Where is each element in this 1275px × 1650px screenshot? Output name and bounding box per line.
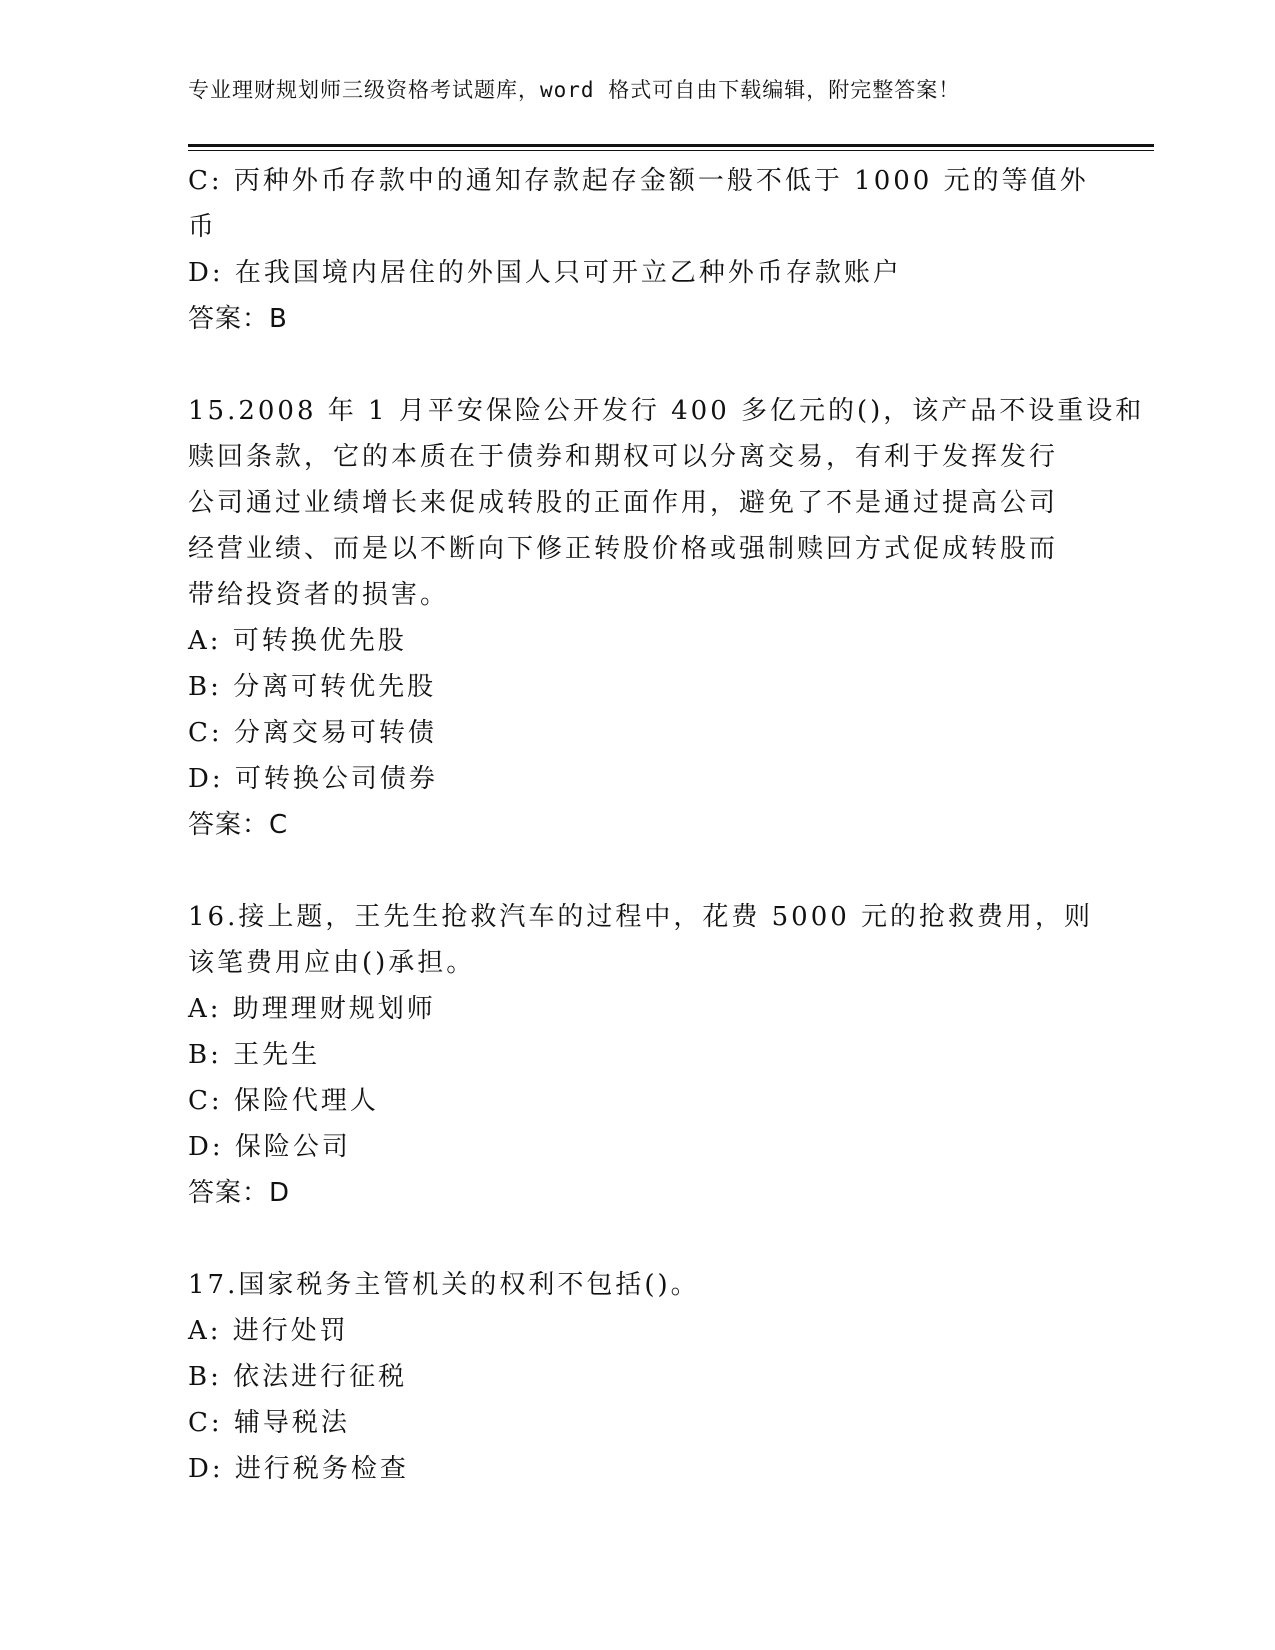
option-d: D: 保险公司 (188, 1132, 351, 1162)
page-header: 专业理财规划师三级资格考试题库，word 格式可自由下载编辑，附完整答案！ (188, 78, 961, 102)
option-c-line-1: C: 丙种外币存款中的通知存款起存金额一般不低于 1000 元的等值外 (188, 166, 1089, 196)
spacer (188, 848, 1088, 894)
question-stem-line: 15.2008 年 1 月平安保险公开发行 400 多亿元的()，该产品不设重设和 (188, 396, 1145, 426)
option-a: A: 进行处罚 (188, 1316, 349, 1346)
option-b: B: 分离可转优先股 (188, 672, 437, 702)
option-c: C: 保险代理人 (188, 1086, 379, 1116)
answer: 答案：B (188, 304, 288, 334)
question-stem-line: 该笔费用应由()承担。 (188, 948, 476, 978)
option-d: D: 可转换公司债券 (188, 764, 438, 794)
option-a: A: 可转换优先股 (188, 626, 407, 656)
question-content (188, 158, 1145, 1492)
header-rule-thick (188, 144, 1154, 147)
spacer (188, 1216, 1088, 1262)
option-c-line-2: 币 (188, 212, 218, 242)
spacer (188, 342, 1088, 388)
question-stem-line: 16.接上题，王先生抢救汽车的过程中，花费 5000 元的抢救费用，则 (188, 902, 1094, 932)
question-stem-line: 带给投资者的损害。 (188, 580, 450, 610)
question-stem-line: 经营业绩、而是以不断向下修正转股价格或强制赎回方式促成转股而 (188, 534, 1059, 564)
question-stem-line: 17.国家税务主管机关的权利不包括()。 (188, 1270, 700, 1300)
question-15 (188, 388, 1145, 848)
option-a: A: 助理理财规划师 (188, 994, 436, 1024)
option-b: B: 王先生 (188, 1040, 321, 1070)
answer: 答案：C (188, 810, 289, 840)
option-c: C: 辅导税法 (188, 1408, 350, 1438)
question-14-tail (188, 158, 1088, 342)
header-rule-thin (188, 150, 1154, 151)
option-b: B: 依法进行征税 (188, 1362, 408, 1392)
answer: 答案：D (188, 1178, 291, 1208)
option-d: D: 在我国境内居住的外国人只可开立乙种外币存款账户 (188, 258, 902, 288)
option-d: D: 进行税务检查 (188, 1454, 409, 1484)
question-stem-line: 公司通过业绩增长来促成转股的正面作用，避免了不是通过提高公司 (188, 488, 1059, 518)
question-17 (188, 1262, 1088, 1492)
question-16 (188, 894, 1094, 1216)
option-c: C: 分离交易可转债 (188, 718, 437, 748)
question-stem-line: 赎回条款，它的本质在于债券和期权可以分离交易，有利于发挥发行 (188, 442, 1059, 472)
